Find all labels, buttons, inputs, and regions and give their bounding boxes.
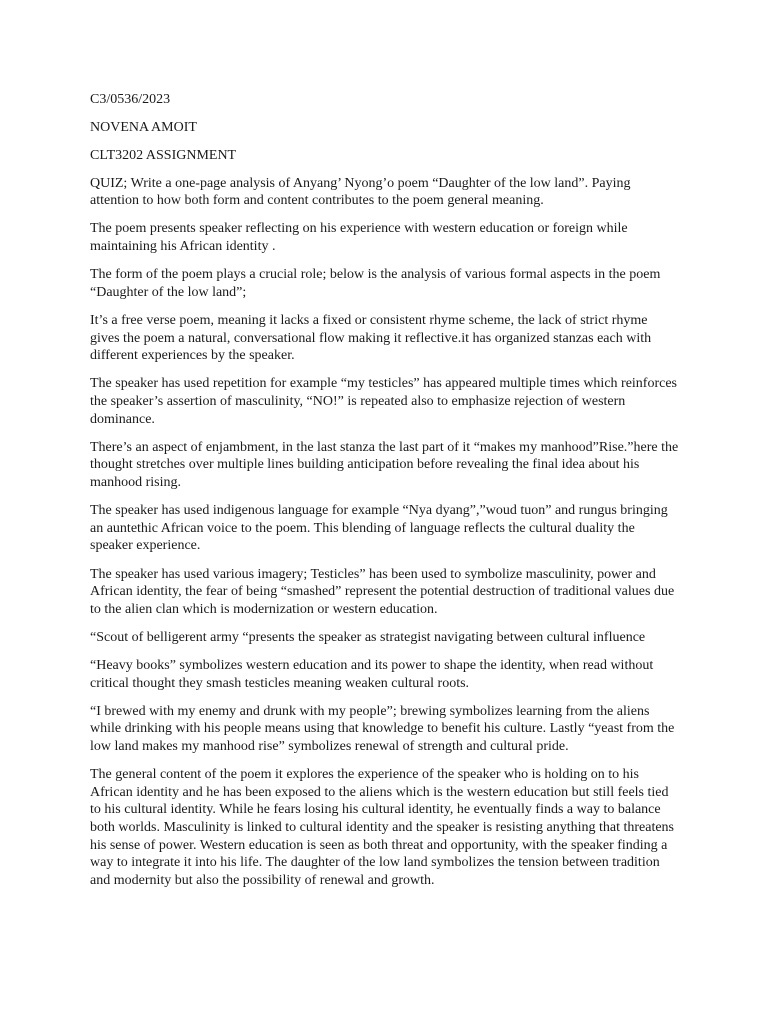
scout-paragraph: “Scout of belligerent army “presents the speaker as strategist navigating between cultural influence — [90, 629, 646, 645]
document-body — [90, 91, 680, 900]
brewing-paragraph: “I brewed with my enemy and drunk with my people”; brewing symbolizes learning from the aliens while drinking with his people means using that knowledge to benefit his culture. Lastly “yeast from the low land makes my manhood rise” symbolizes renewal of strength and cultural pride. — [90, 703, 675, 755]
enjambment-paragraph: There’s an aspect of enjambment, in the last stanza the last part of it “makes my manhood”Rise.”here the thought stretches over multiple lines building anticipation before revealing the final idea about his manhood rising. — [90, 439, 679, 490]
quiz-prompt-paragraph: QUIZ; Write a one-page analysis of Anyang’ Nyong’o poem “Daughter of the low land”. Paying attention to how both form and content contributes to the poem general meaning. — [90, 175, 631, 209]
conclusion-paragraph: The general content of the poem it explores the experience of the speaker who is holding on to his African identity and he has been exposed to the aliens which is the western education but still feels tied to his cultural identity. While he fears losing his cultural identity, he eventually finds a way to balance both worlds. Masculinity is linked to cultural identity and the speaker is resisting anything that threatens his sense of power. Western education is seen as both threat and opportunity, with the speaker finding a way to integrate it into his life. The daughter of the low land symbolizes the tension between tradition and modernity but also the possibility of renewal and growth. — [90, 767, 675, 888]
heavy-books-paragraph: “Heavy books” symbolizes western education and its power to shape the identity, when read without critical thought they smash testicles meaning weaken cultural roots. — [90, 658, 654, 691]
free-verse-paragraph: It’s a free verse poem, meaning it lacks a fixed or consistent rhyme scheme, the lack of strict rhyme gives the poem a natural, conversational flow making it reflective.it has organized stanzas each with different experiences by the speaker. — [90, 313, 652, 364]
student-id: C3/0536/2023 — [90, 92, 171, 107]
imagery-paragraph: The speaker has used various imagery; Testicles” has been used to symbolize masculinity, power and African identity, the fear of being “smashed” represent the potential destruction of traditional values due to the alien clan which is modernization or western education. — [90, 566, 675, 617]
indigenous-language-paragraph: The speaker has used indigenous language for example “Nya dyang”,”woud tuon” and rungus bringing an auntethic African voice to the poem. This blending of language reflects the cultural duality the speaker experience. — [90, 503, 668, 554]
form-paragraph: The form of the poem plays a crucial role; below is the analysis of various formal aspects in the poem “Daughter of the low land”; — [90, 267, 661, 300]
student-name: NOVENA AMOIT — [90, 119, 197, 135]
intro-paragraph: The poem presents speaker reflecting on his experience with western education or foreign while maintaining his African identity . — [90, 221, 628, 255]
assignment-title: CLT3202 ASSIGNMENT — [90, 147, 237, 163]
repetition-paragraph: The speaker has used repetition for example “my testicles” has appeared multiple times which reinforces the speaker’s assertion of masculinity, “NO!” is repeated also to emphasize rejection of western dominance. — [90, 376, 678, 427]
